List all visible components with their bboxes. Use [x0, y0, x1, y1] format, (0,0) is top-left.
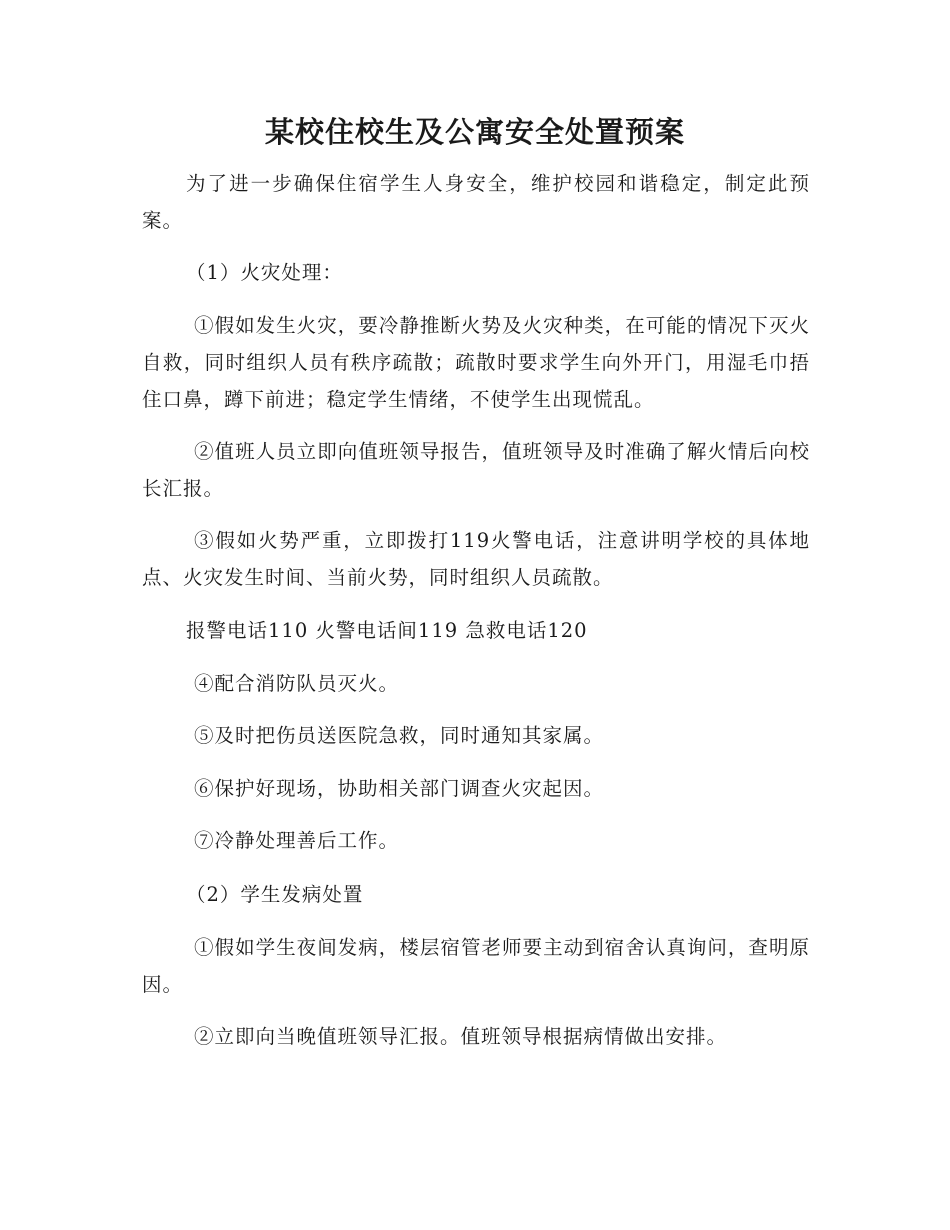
- fire-item-2: ②值班人员立即向值班领导报告，值班领导及时准确了解火情后向校长汇报。: [142, 440, 810, 500]
- fire-item-5: ⑤及时把伤员送医院急救，同时通知其家属。: [194, 724, 605, 747]
- emergency-phone-numbers: 报警电话110 火警电话间119 急救电话120: [186, 619, 588, 642]
- fire-item-1: ①假如发生火灾，要冷静推断火势及火灾种类，在可能的情况下灭火自救，同时组织人员有秩序疏散；疏散时要求学生向外开门，用湿毛巾捂住口鼻，蹲下前进；稳定学生情绪，不使学生出现慌乱。: [142, 314, 810, 411]
- illness-item-2: ②立即向当晚值班领导汇报。值班领导根据病情做出安排。: [194, 1025, 728, 1048]
- document-title: 某校住校生及公寓安全处置预案: [264, 115, 685, 149]
- illness-item-1: ①假如学生夜间发病，楼层宿管老师要主动到宿舍认真询问，查明原因。: [142, 936, 810, 996]
- fire-item-6: ⑥保护好现场，协助相关部门调查火灾起因。: [194, 777, 605, 800]
- section-heading-fire: （1）火灾处理：: [186, 261, 343, 284]
- section-heading-illness: （2）学生发病处置: [186, 883, 364, 906]
- fire-item-7: ⑦冷静处理善后工作。: [194, 829, 400, 852]
- intro-paragraph: 为了进一步确保住宿学生人身安全，维护校园和谐稳定，制定此预案。: [142, 172, 810, 232]
- fire-item-4: ④配合消防队员灭火。: [194, 672, 400, 695]
- fire-item-3: ③假如火势严重，立即拨打119火警电话，注意讲明学校的具体地点、火灾发生时间、当前火势，同时组织人员疏散。: [142, 529, 810, 589]
